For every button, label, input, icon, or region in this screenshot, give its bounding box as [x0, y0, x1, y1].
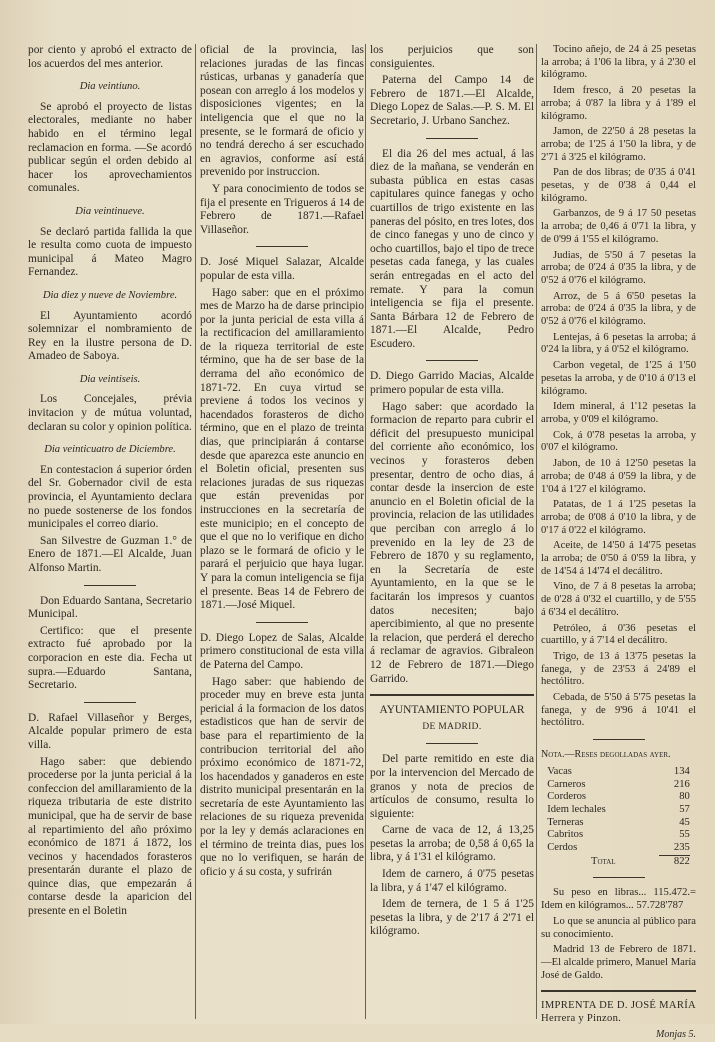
- paragraph: Su peso en libras... 115.472.= Idem en kilógramos... 57.728'787: [541, 887, 696, 912]
- section-title: AYUNTAMIENTO POPULAR: [379, 704, 525, 717]
- separator: [426, 138, 478, 139]
- paragraph: Tocino añejo, de 24 á 25 pesetas la arroba; á 1'06 la libra, y á 2'30 el kilógramo.: [541, 44, 696, 81]
- paragraph: oficial de la provincia, las relaciones juradas de las fincas rústicas, urbanas y ganadería que posean con arreglo á los modelos y disposiciones vigentes; en la inteligencia que el que no la presente, se le formará de oficio y no tendrá derecho á ser escuchado en agravios, conforme así está prevenido por instruccion.: [200, 44, 364, 179]
- paragraph: Patatas, de 1 á 1'25 pesetas la arroba; de 0'08 á 0'10 la libra, y de 0'17 á 0'22 el kilógramo.: [541, 499, 696, 536]
- paragraph: Cok, á 0'78 pesetas la arroba, y 0'07 el kilógramo.: [541, 429, 696, 454]
- slaughter-table: [547, 766, 690, 869]
- paragraph: por ciento y aprobó el extracto de los acuerdos del mes anterior.: [28, 44, 192, 70]
- paragraph: Idem de carnero, á 0'75 pesetas la libra, y á 1'47 el kilógramo.: [370, 868, 534, 894]
- paragraph: Paterna del Campo 14 de Febrero de 1871.—El Alcalde, Diego Lopez de Salas.—P. S. M. El Secretario, J. Urbano Sanchez.: [370, 74, 534, 127]
- notice-heading: D. José Miquel Salazar, Alcalde popular de esta villa.: [200, 256, 364, 282]
- paragraph: Y para conocimiento de todos se fija el presente en Trigueros á 14 de Febrero de 1871.—Rafael Villaseñor.: [200, 182, 364, 236]
- paragraph: Se declaró partida fallida la que le resulta como cuota de impuesto municipal á Mateo Magro Fernandez.: [28, 225, 192, 279]
- section-subtitle: DE MADRID.: [422, 721, 482, 732]
- row-label: Cerdos: [547, 842, 578, 854]
- paragraph: Carne de vaca de 12, á 13,25 pesetas la arroba; de 0,58 á 0,65 la libra, y á 1'31 el kilógramo.: [370, 824, 534, 864]
- separator: [426, 743, 478, 744]
- row-label: Cabritos: [547, 829, 584, 841]
- paragraph: Trigo, de 13 á 13'75 pesetas la fanega, y de 23'53 á 24'89 el hectólitro.: [541, 650, 696, 688]
- column-1: [28, 44, 192, 1019]
- column-rule: [195, 44, 196, 1019]
- paragraph: Hago saber: que habiendo de proceder muy en breve esta junta pericial á la formacion de los datos estadisticos que han de servir de base para el repartimiento de la contribucion territorial del año próximo económico de 1871-72, los hacendados y ganaderos en este distrito municipal presentarán en la secretaría de este Ayuntamiento las relaciones de su riqueza prevenida por la ley y demás aclaraciones en el término de treinta dias, pues los que no lo verifiquen, se harán de oficio y á su costa, y sufrirán: [200, 675, 364, 878]
- date-heading: Dia veintiseis.: [79, 373, 141, 385]
- separator: [426, 360, 478, 361]
- table-row: [547, 779, 690, 792]
- paragraph: Pan de dos libras; de 0'35 á 0'41 pesetas, y de 0'38 á 0,44 el kilógramo.: [541, 167, 696, 204]
- row-value: 80: [679, 791, 690, 803]
- section-rule: [541, 990, 696, 992]
- row-value: 57: [679, 803, 690, 815]
- paragraph: Garbanzos, de 9 á 17 50 pesetas la arroba; de 0,46 á 0'71 la libra, y de 0'99 á 1'55 el kilógramo.: [541, 208, 696, 245]
- row-value: 55: [679, 829, 690, 841]
- paragraph: El dia 26 del mes actual, á las diez de la mañana, se venderán en subasta pública en estas casas capitulares quince fanegas y ocho cuartillos de trigo existente en las paneras del pósito, en tres lotes, dos de cinco fanegas y uno de cinco y ocho cuartillos, bajo el tipo de trece pesetas cada fanega, y las cuales serán entregadas en el acto del remate. Y para la comun inteligencia se fija el presente. Santa Bárbara 12 de Febrero de 1871.—El Alcalde, Pedro Escudero.: [370, 147, 534, 350]
- paragraph: Idem fresco, á 20 pesetas la arroba; á 0'87 la libra y á 1'89 el kilógramo.: [541, 85, 696, 122]
- paragraph: Judias, de 5'50 á 7 pesetas la arroba; de 0'24 á 0'35 la libra, y de 0'52 á 0'76 el kilógramo.: [541, 249, 696, 286]
- paragraph: Jamon, de 22'50 á 28 pesetas la arroba; de 1'25 á 1'50 la libra, y de 2'71 á 3'25 el kilógramo.: [541, 126, 696, 163]
- paragraph: Arroz, de 5 á 6'50 pesetas la arroba: de 0'24 á 0'35 la libra, y de 0'52 á 0'76 el kilógramo.: [541, 290, 696, 328]
- row-label: Corderos: [547, 791, 587, 803]
- row-value: 45: [679, 816, 690, 828]
- paragraph: Jabon, de 10 á 12'50 pesetas la arroba; de 0'48 á 0'59 la libra, y de 1'04 á 1'27 el kilógramo.: [541, 458, 696, 495]
- paragraph: Don Eduardo Santana, Secretario Municipal.: [28, 594, 192, 621]
- paragraph: los perjuicios que son consiguientes.: [370, 44, 534, 70]
- paragraph: Certifico: que el presente extracto fué aprobado por la corporacion en este dia. Fecha ut supra.—Eduardo Santana, Secretario.: [28, 624, 192, 692]
- row-value: 235: [659, 842, 689, 855]
- total-value: 822: [673, 855, 690, 867]
- separator: [84, 702, 136, 703]
- paragraph: Hago saber: que debiendo procederse por la junta pericial á la confeccion del amillaramiento de la riqueza tributaria de este distrito municipal, que ha de servir de base al repartimiento del año próximo económico de 1871 á 1872, los vecinos y hacendados forasteros presentarán durante el plazo de quince dias, que empezarán á contarse desde la aparicion del presente en el Boletin: [28, 755, 192, 918]
- separator: [84, 585, 136, 586]
- row-label: Terneras: [547, 816, 584, 828]
- separator: [593, 877, 645, 878]
- row-label: Idem lechales: [547, 803, 606, 815]
- date-heading: Dia veintiuno.: [79, 81, 141, 93]
- row-value: 134: [673, 765, 690, 777]
- paragraph: Vino, de 7 á 8 pesetas la arroba; de 0'28 á 0'32 el cuartillo, y de 5'55 á 6'34 el decálitro.: [541, 581, 696, 618]
- printer-address: Monjas 5.: [656, 1028, 696, 1040]
- table-row: [547, 829, 690, 842]
- date-heading: Dia veinticuatro de Diciembre.: [44, 444, 176, 456]
- column-3: [370, 44, 534, 1019]
- paragraph: Carbon vegetal, de 1'25 á 1'50 pesetas la arroba, y de 0'10 á 0'13 el kilógramo.: [541, 360, 696, 397]
- notice-heading: D. Rafael Villaseñor y Berges, Alcalde popular primero de esta villa.: [28, 711, 192, 751]
- paragraph: El Ayuntamiento acordó solemnizar el nombramiento de Rey en la ilustre persona de D. Amadeo de Saboya.: [28, 309, 192, 363]
- paragraph: Hago saber: que acordado la formacion de reparto para cubrir el déficit del presupuesto municipal del corriente año económico, los vecinos y forasteros deben presentar, dentro de ocho dias, á contar desde la insercion de este anuncio en el Boletin oficial de la provincia, relacion de las utilidades que perciban con arreglo á lo prevenido en la ley de 23 de Febrero de 1870 y su reglamento, en la Secretaría de este Ayuntamiento, en la que se le facitarán los impresos y cuantos datos necesiten; bajo apercibimiento, al que no presente la relacion, que perderá el derecho á reclamar de agravios. Gibraleon 12 de Febrero de 1871.—Diego Garrido.: [370, 400, 534, 685]
- paragraph: Aceite, de 14'50 á 14'75 pesetas la arroba; de 0'50 á 0'59 la libra, y de 14'54 á 14'74 el decálitro.: [541, 540, 696, 577]
- paragraph: Del parte remitido en este dia por la intervencion del Mercado de granos y nota de precios de artículos de consumo, resulta lo siguiente:: [370, 753, 534, 820]
- paragraph: Idem mineral, á 1'12 pesetas la arroba, y 0'09 el kilógramo.: [541, 401, 696, 425]
- column-4: [541, 44, 696, 1040]
- row-label: Vacas: [547, 765, 572, 777]
- paragraph: Lo que se anuncia al público para su conocimiento.: [541, 915, 696, 940]
- note-heading: Nota.—Reses degolladas ayer.: [541, 749, 671, 761]
- separator: [256, 246, 308, 247]
- paragraph: Idem de ternera, de 1 5 á 1'25 pesetas la libra, y de 2'17 á 2'71 el kilógramo.: [370, 898, 534, 938]
- paragraph: Petróleo, á 0'36 pesetas el cuartillo, y á 7'14 el decálitro.: [541, 622, 696, 647]
- date-heading: Dia veintinueve.: [75, 205, 145, 217]
- total-row: [547, 855, 690, 868]
- table-row: [547, 791, 690, 804]
- paragraph: Madrid 13 de Febrero de 1871. —El alcalde primero, Manuel María José de Galdo.: [541, 944, 696, 981]
- row-value: 216: [673, 778, 690, 790]
- total-label: Total: [590, 855, 616, 867]
- table-row: [547, 817, 690, 830]
- table-row: [547, 804, 690, 817]
- notice-heading: D. Diego Lopez de Salas, Alcalde primero constitucional de esta villa de Paterna del Campo.: [200, 631, 364, 671]
- column-rule: [365, 44, 366, 1019]
- column-rule: [536, 44, 537, 1019]
- paragraph: Se aprobó el proyecto de listas electorales, mediante no haber habido en el término legal reclamacion en forma. —Se acordó publicar según el orden debido al hacer los aprovechamientos comunales.: [28, 100, 192, 195]
- paragraph: Los Concejales, prévia invitacion y de mútua voluntad, declaran su color y opinion política.: [28, 393, 192, 433]
- row-label: Carneros: [547, 778, 586, 790]
- section-rule: [370, 694, 534, 696]
- table-row: [547, 766, 690, 779]
- paragraph: Hago saber: que en el próximo mes de Marzo ha de darse principio por la junta pericial de esta villa á la rectificacion del amillaramiento de la riqueza territorial de este término, que ha de ser base de la derrama del año económico de 1871-72. En cuya virtud se previene á todos los vecinos y hacendados forasteros de dicho término, que en el plazo de treinta dias, que principiarán á contarse desde que aparezca este anuncio en el Boletin oficial, presenten sus relaciones juradas de sus riquezas que están prevenidas por instrucciones en la secretaría de este municipio; en el concepto de que el que no lo verifique en dicho plazo se le formará de oficio y le parará el perjuicio que haya lugar. Y para la comun inteligencia se fija el presente. Beas 14 de Febrero de 1871.—José Miquel.: [200, 286, 364, 612]
- column-2: [200, 44, 364, 1019]
- paragraph: Cebada, de 5'50 á 5'75 pesetas la fanega, y de 9'96 á 10'41 el hectólitro.: [541, 692, 696, 729]
- notice-heading: D. Diego Garrido Macias, Alcalde primero popular de esta villa.: [370, 370, 534, 397]
- printer-imprint: IMPRENTA DE D. JOSÉ MARÍA Herrera y Pinzon.: [541, 1000, 696, 1025]
- separator: [256, 622, 308, 623]
- separator: [593, 739, 645, 740]
- date-heading: Dia diez y nueve de Noviembre.: [42, 289, 178, 301]
- paragraph: San Silvestre de Guzman 1.° de Enero de 1871.—El Alcalde, Juan Alfonso Martin.: [28, 534, 192, 574]
- paragraph: Lentejas, á 6 pesetas la arroba; á 0'24 la libra, y á 0'52 el kilógramo.: [541, 331, 696, 356]
- paragraph: En contestacion á superior órden del Sr. Gobernador civil de esta provincia, el Ayuntamiento declara no puede sostenerse de los fondos municipales el correo diario.: [28, 463, 192, 531]
- table-row: [547, 842, 690, 855]
